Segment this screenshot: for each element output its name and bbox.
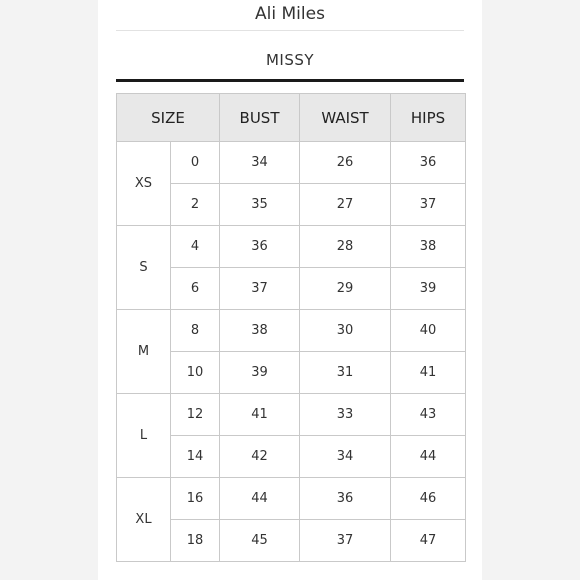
bust-cell: 38: [220, 310, 300, 352]
hips-cell: 44: [391, 436, 466, 478]
hips-cell: 38: [391, 226, 466, 268]
waist-cell: 29: [300, 268, 391, 310]
bust-cell: 35: [220, 184, 300, 226]
table-row: [117, 394, 466, 436]
size-number-cell: 6: [171, 268, 220, 310]
size-letter-cell: M: [117, 310, 171, 394]
table-row: [117, 310, 466, 352]
table-header-row: [117, 94, 466, 142]
hips-cell: 47: [391, 520, 466, 562]
size-number-cell: 14: [171, 436, 220, 478]
size-number-cell: 18: [171, 520, 220, 562]
waist-cell: 37: [300, 520, 391, 562]
bust-cell: 39: [220, 352, 300, 394]
waist-cell: 28: [300, 226, 391, 268]
size-letter-cell: S: [117, 226, 171, 310]
header-size: SIZE: [117, 94, 220, 142]
bust-cell: 34: [220, 142, 300, 184]
hips-cell: 46: [391, 478, 466, 520]
size-category-title: MISSY: [265, 51, 315, 69]
bust-cell: 44: [220, 478, 300, 520]
hips-cell: 43: [391, 394, 466, 436]
table-row: [117, 226, 466, 268]
header-rule: [116, 79, 464, 82]
size-number-cell: 0: [171, 142, 220, 184]
size-letter-cell: XS: [117, 142, 171, 226]
waist-cell: 31: [300, 352, 391, 394]
hips-cell: 41: [391, 352, 466, 394]
bust-cell: 41: [220, 394, 300, 436]
waist-cell: 30: [300, 310, 391, 352]
size-letter-cell: XL: [117, 478, 171, 562]
table-row: [117, 478, 466, 520]
bust-cell: 45: [220, 520, 300, 562]
divider: [116, 30, 464, 31]
size-chart-table: [116, 93, 466, 562]
size-number-cell: 4: [171, 226, 220, 268]
bust-cell: 42: [220, 436, 300, 478]
size-number-cell: 12: [171, 394, 220, 436]
bust-cell: 37: [220, 268, 300, 310]
header-waist: WAIST: [300, 94, 391, 142]
hips-cell: 40: [391, 310, 466, 352]
table-row: [117, 142, 466, 184]
size-number-cell: 16: [171, 478, 220, 520]
size-number-cell: 10: [171, 352, 220, 394]
hips-cell: 36: [391, 142, 466, 184]
waist-cell: 26: [300, 142, 391, 184]
size-number-cell: 2: [171, 184, 220, 226]
brand-title: Ali Miles: [255, 4, 325, 24]
bust-cell: 36: [220, 226, 300, 268]
hips-cell: 37: [391, 184, 466, 226]
waist-cell: 36: [300, 478, 391, 520]
size-number-cell: 8: [171, 310, 220, 352]
size-letter-cell: L: [117, 394, 171, 478]
waist-cell: 34: [300, 436, 391, 478]
waist-cell: 27: [300, 184, 391, 226]
waist-cell: 33: [300, 394, 391, 436]
header-hips: HIPS: [391, 94, 466, 142]
header-bust: BUST: [220, 94, 300, 142]
hips-cell: 39: [391, 268, 466, 310]
